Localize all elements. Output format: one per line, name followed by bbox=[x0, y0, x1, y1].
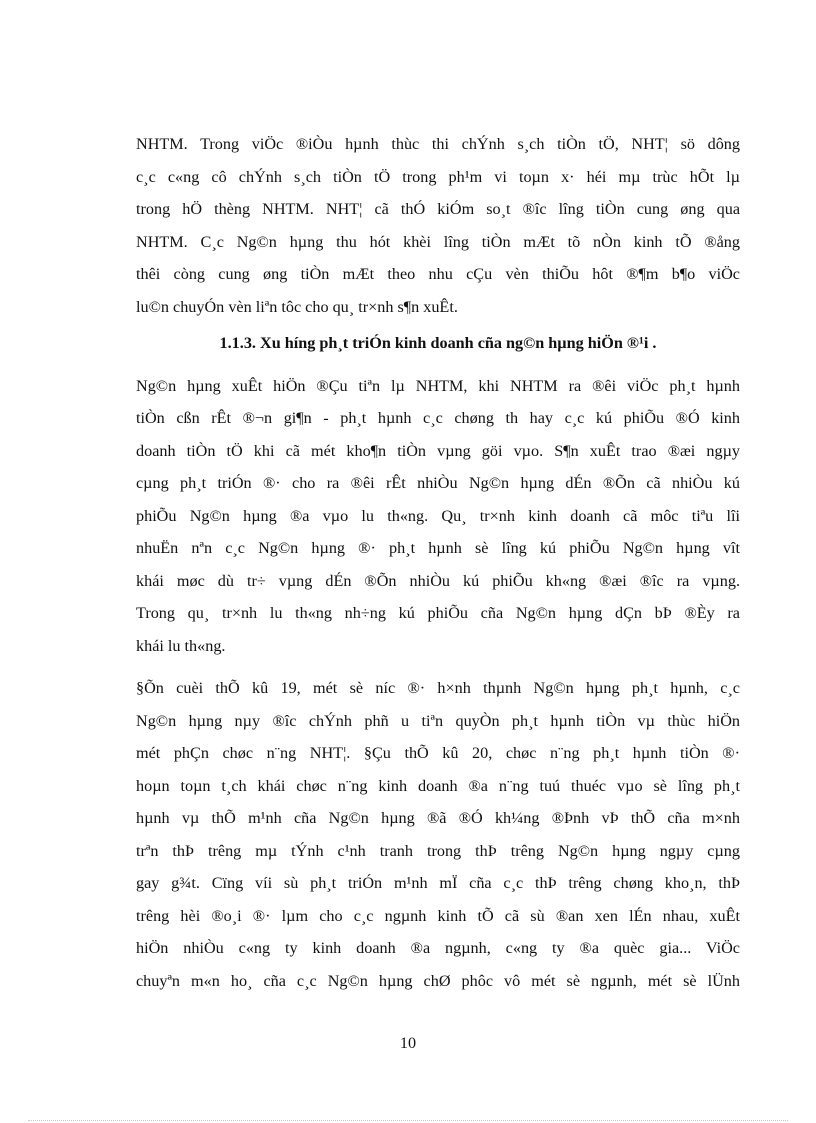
text-line: mét phÇn chøc n¨ng NHT¦. §Çu thÕ kû 20, chøc n¨ng ph¸t hµnh tiÒn ®· bbox=[136, 744, 740, 762]
text-line: lu©n chuyÓn vèn liªn tôc cho qu¸ tr×nh s¶n xuÊt. bbox=[136, 297, 458, 316]
text-line: NHTM. Trong viÖc ®iÒu hµnh thùc thi chÝnh s¸ch tiÒn tÖ, NHT¦ sö dông bbox=[136, 135, 740, 153]
text-line: hµnh vµ thÕ m¹nh cña Ng©n hµng ®ã ®Ó kh¼ng ®Þnh vÞ thÕ cña m×nh bbox=[136, 809, 740, 827]
text-line: gay g¾t. Cïng víi sù ph¸t triÓn m¹nh mÏ cña c¸c thÞ trêng chøng kho¸n, thÞ bbox=[136, 874, 740, 892]
text-line: NHTM. C¸c Ng©n hµng thu hót khèi lîng tiÒn mÆt tõ nÒn kinh tÕ ®ång bbox=[136, 232, 740, 251]
section-heading: 1.1.3. Xu híng ph¸t triÓn kinh doanh cña ng©n hµng hiÖn ®¹i . bbox=[219, 334, 657, 352]
text-line: Ng©n hµng xuÊt hiÖn ®Çu tiªn lµ NHTM, khi NHTM ra ®êi viÖc ph¸t hµnh bbox=[136, 376, 740, 395]
paragraph-1 bbox=[136, 128, 740, 323]
paragraph-2 bbox=[136, 370, 740, 663]
page-number: 10 bbox=[399, 1034, 417, 1052]
text-line: cµng ph¸t triÓn ®· cho ra ®êi rÊt nhiÒu Ng©n hµng dÉn ®Õn cã nhiÒu kú bbox=[136, 474, 740, 492]
text-line: doanh tiÒn tÖ khi cã mét kho¶n tiÒn vµng göi vµo. S¶n xuÊt trao ®æi ngµy bbox=[136, 441, 740, 460]
text-line: Ng©n hµng nµy ®îc chÝnh phñ u tiªn quyÒn ph¸t hµnh tiÒn vµ thùc hiÖn bbox=[136, 711, 740, 730]
text-line: trªn thÞ trêng mµ tÝnh c¹nh tranh trong thÞ trêng Ng©n hµng ngµy cµng bbox=[136, 841, 740, 860]
text-line: hiÖn nhiÒu c«ng ty kinh doanh ®a ngµnh, c«ng ty ®a quèc gia... ViÖc bbox=[136, 939, 740, 957]
page-bottom-divider bbox=[28, 1120, 788, 1121]
text-line: trêng hèi ®o¸i ®· lµm cho c¸c ngµnh kinh tÕ cã sù ®an xen lÉn nhau, xuÊt bbox=[136, 906, 740, 925]
text-line: trong hÖ thèng NHTM. NHT¦ cã thÓ kiÓm so¸t ®îc lîng tiÒn cung øng qua bbox=[136, 200, 740, 218]
page-content bbox=[136, 128, 740, 997]
text-line: chuyªn m«n ho¸ cña c¸c Ng©n hµng chØ phôc vô mét sè ngµnh, mét sè lÜnh bbox=[136, 971, 740, 990]
text-line: §Õn cuèi thÕ kû 19, mét sè níc ®· h×nh thµnh Ng©n hµng ph¸t hµnh, c¸c bbox=[136, 679, 740, 697]
text-line: thêi còng cung øng tiÒn mÆt theo nhu cÇu vèn thiÕu hôt ®¶m b¶o viÖc bbox=[136, 265, 740, 283]
text-line: Trong qu¸ tr×nh lu th«ng nh÷ng kú phiÕu cña Ng©n hµng dÇn bÞ ®Èy ra bbox=[136, 604, 740, 622]
paragraph-3 bbox=[136, 672, 740, 997]
text-line: c¸c c«ng cô chÝnh s¸ch tiÒn tÖ trong ph¹m vi toµn x· héi mµ trùc hÕt lµ bbox=[136, 167, 740, 186]
text-line: tiÒn cßn rÊt ®¬n gi¶n - ph¸t hµnh c¸c chøng th hay c¸c kú phiÕu ®Ó kinh bbox=[136, 409, 740, 427]
text-line: khái lu th«ng. bbox=[136, 636, 226, 655]
text-line: khái møc dù tr÷ vµng dÉn ®Õn nhiÒu kú phiÕu kh«ng ®æi ®îc ra vµng. bbox=[136, 571, 740, 590]
text-line: nhuËn nªn c¸c Ng©n hµng ®· ph¸t hµnh sè lîng kú phiÕu Ng©n hµng vît bbox=[136, 539, 740, 557]
text-line: hoµn toµn t¸ch khái chøc n¨ng kinh doanh ®a n¨ng tuú thuéc vµo sè lîng ph¸t bbox=[136, 776, 740, 795]
text-line: phiÕu Ng©n hµng ®a vµo lu th«ng. Qu¸ tr×nh kinh doanh cã môc tiªu lîi bbox=[136, 506, 740, 525]
